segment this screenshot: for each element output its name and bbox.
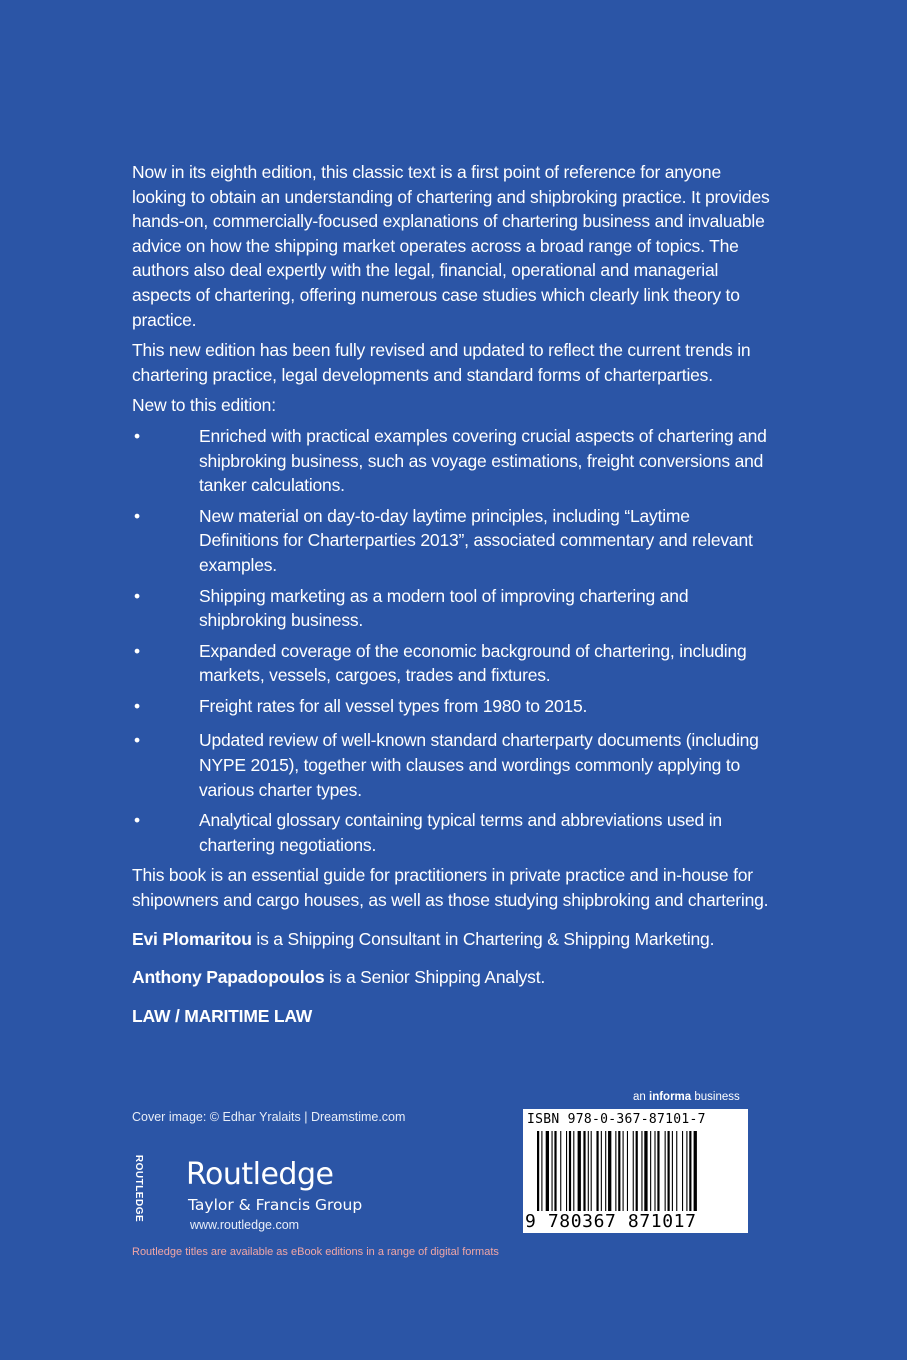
barcode-bar <box>682 1131 683 1217</box>
barcode-bar <box>566 1131 567 1217</box>
list-item: • Enriched with practical examples covering crucial aspects of chartering and shipbroking business, such as voyage estimations, freight conversions and tanker calculations. <box>134 425 767 496</box>
barcode-bar <box>618 1131 620 1217</box>
publisher-url: www.routledge.com <box>190 1218 300 1232</box>
barcode-bar <box>591 1131 592 1217</box>
barcode-number: 9 780367 871017 <box>525 1211 697 1232</box>
list-item: • New material on day-to-day laytime principles, including “Laytime Definitions for Charterparties 2013”, associated commentary and relevant examples. <box>134 505 753 575</box>
list-item: • Shipping marketing as a modern tool of improving chartering and shipbroking business. <box>134 585 689 631</box>
barcode-bar <box>583 1131 585 1217</box>
isbn-barcode <box>523 1109 748 1233</box>
barcode-bar <box>654 1131 655 1217</box>
bullet-icon: • <box>134 640 140 661</box>
bullet-icon: • <box>134 585 140 606</box>
publisher-name: Routledge <box>186 1157 334 1192</box>
new-edition-heading: New to this edition: <box>132 395 276 416</box>
barcode-bar <box>608 1131 611 1217</box>
barcode-bar <box>686 1131 687 1217</box>
barcode-bar <box>546 1131 549 1217</box>
barcode-bar <box>573 1131 574 1217</box>
author-name: Anthony Papadopoulos <box>132 967 325 988</box>
barcode-bar <box>596 1131 598 1217</box>
ebook-note: Routledge titles are available as eBook editions in a range of digital formats <box>132 1246 499 1258</box>
intro-paragraph: Now in its eighth edition, this classic text is a first point of reference for anyone looking to obtain an understanding of chartering and shipbroking practice. It provides hands-on, commercially-focused explanations of chartering business and invaluable advice on how the shipping market operates across a broad range of topics. The authors also deal expertly with the legal, financial, operational and managerial aspects of chartering, offering numerous case studies which clearly link theory to practice. <box>132 162 770 330</box>
list-item: • Analytical glossary containing typical terms and abbreviations used in chartering negotiations. <box>134 810 722 855</box>
bullet-icon: • <box>134 505 140 526</box>
back-cover-text <box>132 160 772 1028</box>
barcode-bar <box>560 1131 561 1217</box>
list-item: • Freight rates for all vessel types from 1980 to 2015. <box>132 694 772 719</box>
author-bio-2: Anthony Papadopoulos is a Senior Shipping Analyst. <box>132 967 546 988</box>
barcode-bar <box>672 1131 673 1217</box>
bullet-icon: • <box>134 425 140 446</box>
isbn-label: ISBN 978-0-367-87101-7 <box>527 1112 706 1127</box>
barcode-bar <box>650 1131 651 1217</box>
barcode-icon <box>537 1131 742 1217</box>
closing-paragraph: This book is an essential guide for practitioners in private practice and in-house for shipowners and cargo houses, as well as those studying shipbroking and chartering. <box>132 865 769 911</box>
barcode-bar <box>615 1131 616 1217</box>
informa-tagline: an informa business <box>633 1091 740 1103</box>
barcode-bar <box>665 1131 666 1217</box>
barcode-bar <box>694 1131 697 1217</box>
barcode-bar <box>644 1131 647 1217</box>
list-item: • Updated review of well-known standard charterparty documents (including NYPE 2015), together with clauses and wordings commonly applying to various charter types. <box>134 730 759 800</box>
routledge-logo <box>130 1154 390 1232</box>
barcode-bar <box>657 1131 659 1217</box>
bullet-icon: • <box>134 810 140 831</box>
bullet-icon: • <box>134 695 140 716</box>
barcode-bar <box>578 1131 581 1217</box>
barcode-bar <box>552 1131 553 1217</box>
routledge-mark-icon: ROUTLEDGE <box>133 1154 145 1222</box>
barcode-bar <box>636 1131 638 1217</box>
list-item: • Expanded coverage of the economic background of chartering, including markets, vessels, cargoes, trades and fixtures. <box>134 640 747 686</box>
barcode-bar <box>668 1131 670 1217</box>
barcode-bar <box>537 1131 539 1217</box>
barcode-bar <box>601 1131 602 1217</box>
cover-image-credit: Cover image: © Edhar Yralaits | Dreamstime.com <box>132 1110 406 1124</box>
author-name: Evi Plomaritou <box>132 928 252 949</box>
barcode-bar <box>633 1131 634 1217</box>
edition-paragraph: This new edition has been fully revised and updated to reflect the current trends in chartering practice, legal developments and standard forms of charterparties. <box>132 340 751 385</box>
barcode-bar <box>627 1131 628 1217</box>
barcode-bar <box>623 1131 624 1217</box>
bullet-icon: • <box>134 730 140 751</box>
publisher-group: Taylor & Francis Group <box>188 1196 363 1214</box>
barcode-bar <box>569 1131 571 1217</box>
barcode-bar <box>554 1131 556 1217</box>
author-bio-1: Evi Plomaritou is a Shipping Consultant in Chartering & Shipping Marketing. <box>132 928 715 949</box>
subject-category: LAW / MARITIME LAW <box>132 1005 313 1026</box>
barcode-bar <box>588 1131 589 1217</box>
barcode-bar <box>641 1131 642 1217</box>
barcode-bar <box>541 1131 542 1217</box>
barcode-bar <box>689 1131 691 1217</box>
barcode-bar <box>605 1131 606 1217</box>
new-features-list <box>132 424 772 858</box>
barcode-bar <box>676 1131 677 1217</box>
